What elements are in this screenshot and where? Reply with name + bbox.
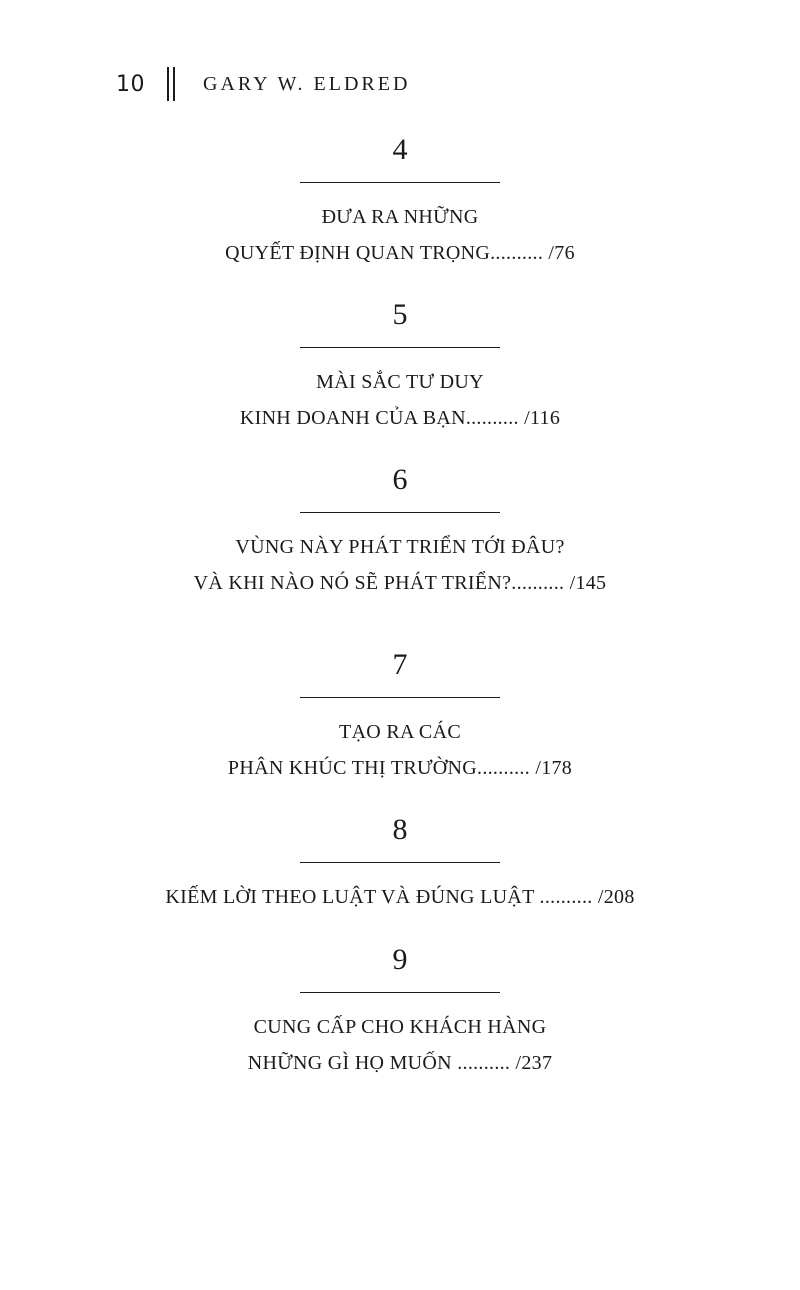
toc-entry-chapter-5 — [0, 297, 800, 436]
chapter-title — [0, 364, 800, 436]
chapter-title — [0, 714, 800, 786]
chapter-number: 8 — [392, 813, 408, 846]
chapter-title-line: PHÂN KHÚC THỊ TRƯỜNG.......... /178 — [227, 757, 573, 779]
chapter-title — [0, 879, 800, 915]
toc-entry-chapter-6 — [0, 462, 800, 601]
chapter-rule — [300, 862, 500, 863]
chapter-title-line: KINH DOANH CỦA BẠN.......... /116 — [239, 407, 561, 429]
chapter-title-line: QUYẾT ĐỊNH QUAN TRỌNG.......... /76 — [225, 242, 575, 264]
page-number: 10 — [116, 71, 145, 97]
chapter-title-line: NHỮNG GÌ HỌ MUỐN .......... /237 — [247, 1052, 553, 1074]
toc-entry-chapter-8 — [0, 812, 800, 915]
chapter-rule — [300, 992, 500, 993]
toc-entry-chapter-7 — [0, 647, 800, 786]
chapter-number: 7 — [392, 648, 408, 681]
chapter-rule — [300, 697, 500, 698]
chapter-title-line: MÀI SẮC TƯ DUY — [316, 371, 484, 393]
chapter-rule — [300, 182, 500, 183]
chapter-title-line: VÙNG NÀY PHÁT TRIỂN TỚI ĐÂU? — [235, 536, 565, 558]
chapter-title-line: ĐƯA RA NHỮNG — [321, 206, 479, 228]
chapter-number: 5 — [392, 298, 408, 331]
chapter-title-line: TẠO RA CÁC — [339, 721, 461, 743]
chapter-number: 9 — [392, 943, 408, 976]
chapter-number: 6 — [392, 463, 408, 496]
toc-entry-chapter-4 — [0, 132, 800, 271]
toc-entry-chapter-9 — [0, 942, 800, 1081]
header-divider — [167, 67, 175, 101]
chapter-title — [0, 199, 800, 271]
author-name: GARY W. ELDRED — [203, 72, 411, 95]
chapter-title — [0, 529, 800, 601]
running-head — [116, 66, 410, 102]
chapter-title — [0, 1009, 800, 1081]
chapter-title-line: CUNG CẤP CHO KHÁCH HÀNG — [253, 1016, 547, 1038]
chapter-rule — [300, 347, 500, 348]
chapter-title-line: KIẾM LỜI THEO LUẬT VÀ ĐÚNG LUẬT .......... /208 — [165, 886, 635, 908]
chapter-number: 4 — [392, 133, 408, 166]
chapter-title-line: VÀ KHI NÀO NÓ SẼ PHÁT TRIỂN?.......... /145 — [193, 572, 607, 594]
chapter-rule — [300, 512, 500, 513]
